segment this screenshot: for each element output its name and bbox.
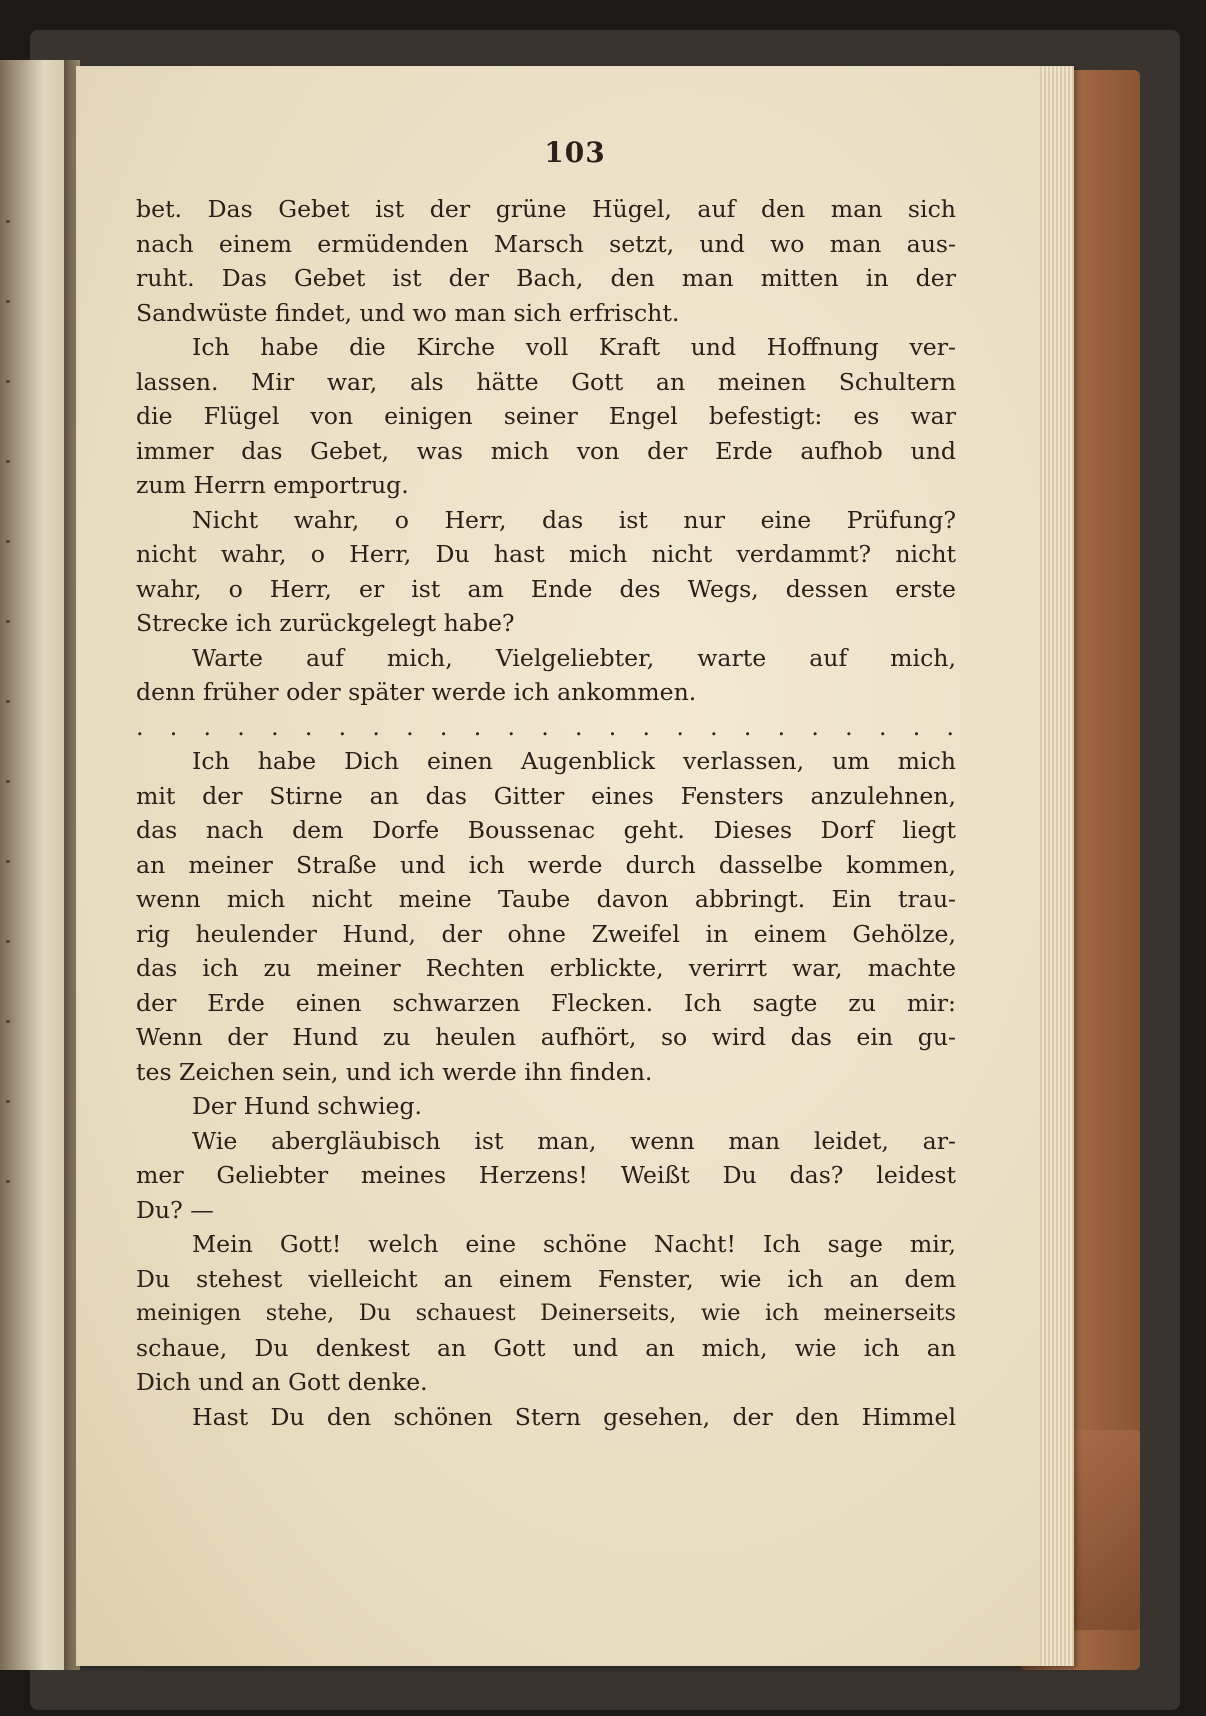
text-line: wahr, o Herr, er ist am Ende des Wegs, dessen erste bbox=[136, 574, 956, 603]
text-line: nach einem ermüdenden Marsch setzt, und wo man aus- bbox=[136, 229, 956, 258]
book-page bbox=[76, 66, 1074, 1666]
text-line: Du stehest vielleicht an einem Fenster, wie ich an dem bbox=[136, 1264, 956, 1293]
text-line: Ich habe Dich einen Augenblick verlassen, um mich bbox=[192, 747, 956, 775]
text-line: an meiner Straße und ich werde durch dasselbe kommen, bbox=[136, 850, 956, 879]
text-line: Nicht wahr, o Herr, das ist nur eine Prüfung? bbox=[192, 505, 956, 534]
text-line: Du? — bbox=[136, 1195, 214, 1224]
text-line: Sandwüste findet, und wo man sich erfrischt. bbox=[136, 298, 680, 327]
page-number: 103 bbox=[544, 136, 606, 169]
text-line: Wenn der Hund zu heulen aufhört, so wird das ein gu- bbox=[136, 1023, 956, 1051]
text-line: Wie abergläubisch ist man, wenn man leidet, ar- bbox=[192, 1126, 956, 1155]
text-line: Hast Du den schönen Stern gesehen, der den Himmel bbox=[192, 1402, 956, 1431]
binding-marks bbox=[6, 220, 10, 1220]
text-line: meinigen stehe, Du schauest Deinerseits, wie ich meinerseits bbox=[136, 1300, 956, 1326]
text-line: Ich habe die Kirche voll Kraft und Hoffnung ver- bbox=[192, 333, 956, 361]
text-line: tes Zeichen sein, und ich werde ihn finden. bbox=[136, 1057, 653, 1086]
text-line: schaue, Du denkest an Gott und an mich, wie ich an bbox=[136, 1333, 956, 1362]
text-line: das nach dem Dorfe Boussenac geht. Dieses Dorf liegt bbox=[136, 816, 956, 844]
text-line: wenn mich nicht meine Taube davon abbringt. Ein trau- bbox=[136, 885, 956, 913]
text-line: lassen. Mir war, als hätte Gott an meinen Schultern bbox=[136, 367, 956, 396]
text-line: nicht wahr, o Herr, Du hast mich nicht verdammt? nicht bbox=[136, 540, 956, 568]
text-line: der Erde einen schwarzen Flecken. Ich sagte zu mir: bbox=[136, 988, 956, 1017]
text-line: Der Hund schwieg. bbox=[192, 1092, 423, 1120]
text-line: zum Herrn emportrug. bbox=[136, 471, 409, 499]
text-line: bet. Das Gebet ist der grüne Hügel, auf den man sich bbox=[136, 195, 956, 223]
text-line: Dich und an Gott denke. bbox=[136, 1368, 428, 1396]
section-separator: . . . . . . . . . . . . . . . . . . . . . . . . . bbox=[136, 712, 956, 741]
text-line: rig heulender Hund, der ohne Zweifel in einem Gehölze, bbox=[136, 919, 956, 948]
text-line: Strecke ich zurückgelegt habe? bbox=[136, 609, 515, 637]
text-line: mer Geliebter meines Herzens! Weißt Du das? leidest bbox=[136, 1161, 956, 1189]
text-line: Warte auf mich, Vielgeliebter, warte auf mich, bbox=[192, 643, 956, 672]
text-line: ruht. Das Gebet ist der Bach, den man mitten in der bbox=[136, 264, 956, 292]
page-stack-edge bbox=[1040, 66, 1074, 1666]
text-line: immer das Gebet, was mich von der Erde aufhob und bbox=[136, 436, 956, 465]
facing-page-edge bbox=[0, 60, 74, 1670]
text-line: das ich zu meiner Rechten erblickte, verirrt war, machte bbox=[136, 954, 956, 982]
text-line: Mein Gott! welch eine schöne Nacht! Ich sage mir, bbox=[192, 1230, 956, 1258]
text-line: die Flügel von einigen seiner Engel befestigt: es war bbox=[136, 402, 956, 430]
page-text bbox=[136, 192, 956, 1434]
text-line: denn früher oder später werde ich ankommen. bbox=[136, 678, 697, 706]
text-line: mit der Stirne an das Gitter eines Fensters anzulehnen, bbox=[136, 781, 956, 810]
